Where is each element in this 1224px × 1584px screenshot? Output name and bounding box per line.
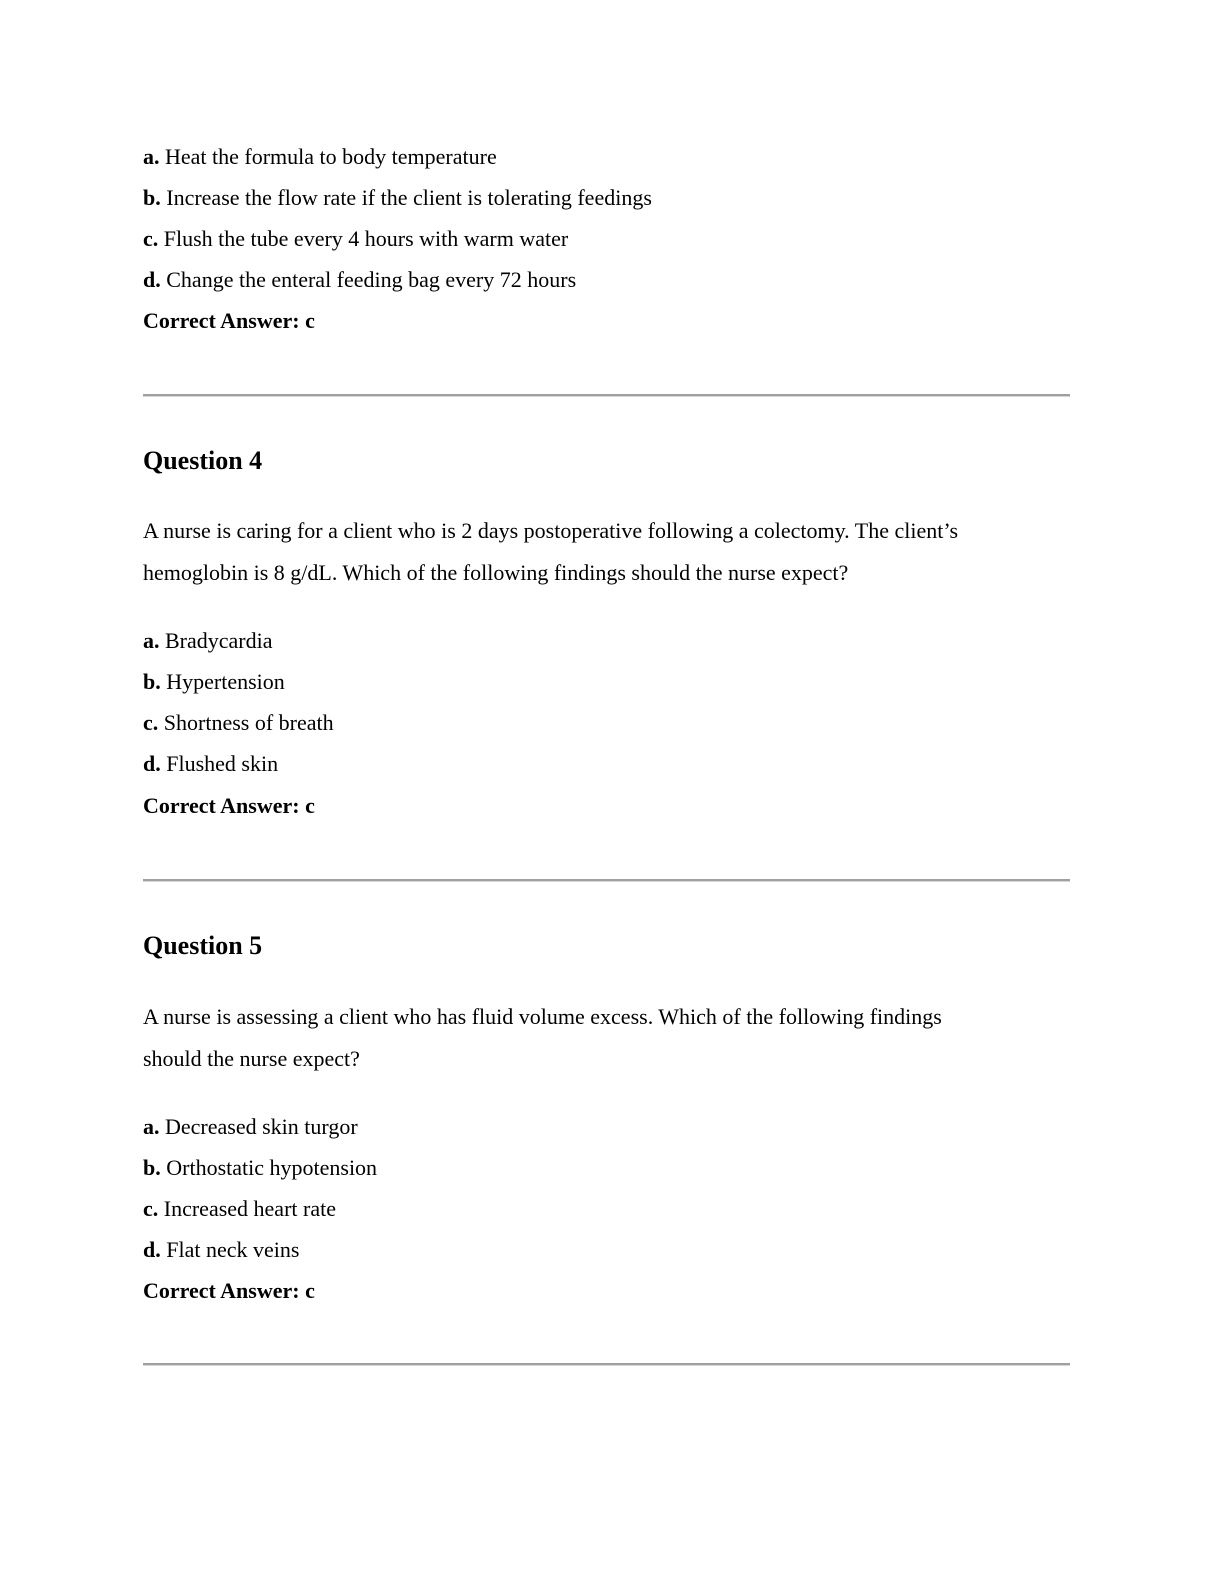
option-letter: a. — [143, 628, 160, 653]
question-5-title: Question 5 — [143, 931, 263, 960]
divider — [143, 1363, 1070, 1366]
option-letter: d. — [143, 751, 161, 776]
option-letter: b. — [143, 185, 161, 210]
option-letter: c. — [143, 1196, 159, 1221]
stem-line: A nurse is caring for a client who is 2 days postoperative following a colectomy. The client’s — [143, 518, 959, 543]
option-text: Flush the tube every 4 hours with warm water — [163, 226, 569, 251]
option-text: Orthostatic hypotension — [166, 1155, 378, 1180]
question-4-stem — [143, 510, 1043, 594]
option-text: Increased heart rate — [163, 1196, 336, 1221]
option-letter: c. — [143, 710, 159, 735]
q3-option-b — [143, 185, 652, 211]
question-5-stem — [143, 996, 1043, 1080]
option-text: Shortness of breath — [163, 710, 334, 735]
option-text: Flat neck veins — [166, 1237, 300, 1262]
option-text: Change the enteral feeding bag every 72 hours — [166, 267, 577, 292]
q4-option-c — [143, 710, 334, 736]
q3-correct-answer: Correct Answer: c — [143, 308, 315, 333]
option-text: Increase the flow rate if the client is tolerating feedings — [166, 185, 652, 210]
stem-line: hemoglobin is 8 g/dL. Which of the following findings should the nurse expect? — [143, 560, 849, 585]
q5-option-b — [143, 1155, 377, 1181]
option-letter: a. — [143, 144, 160, 169]
option-letter: d. — [143, 267, 161, 292]
option-text: Hypertension — [166, 669, 285, 694]
option-letter: a. — [143, 1114, 160, 1139]
q4-option-a — [143, 628, 273, 654]
divider — [143, 394, 1070, 397]
q5-option-d — [143, 1237, 299, 1263]
option-text: Heat the formula to body temperature — [165, 144, 497, 169]
q5-correct-answer: Correct Answer: c — [143, 1278, 315, 1303]
q4-correct-answer: Correct Answer: c — [143, 793, 315, 818]
q5-option-c — [143, 1196, 336, 1222]
q4-option-d — [143, 751, 278, 777]
q5-option-a — [143, 1114, 358, 1140]
option-letter: c. — [143, 226, 159, 251]
q4-option-b — [143, 669, 285, 695]
stem-line: should the nurse expect? — [143, 1046, 360, 1071]
option-text: Flushed skin — [166, 751, 279, 776]
option-letter: b. — [143, 1155, 161, 1180]
option-text: Bradycardia — [165, 628, 273, 653]
q3-option-a — [143, 144, 497, 170]
question-4-title: Question 4 — [143, 446, 263, 475]
q3-option-c — [143, 226, 568, 252]
q3-option-d — [143, 267, 576, 293]
option-letter: b. — [143, 669, 161, 694]
divider — [143, 879, 1070, 882]
option-text: Decreased skin turgor — [165, 1114, 358, 1139]
option-letter: d. — [143, 1237, 161, 1262]
stem-line: A nurse is assessing a client who has fluid volume excess. Which of the following findings — [143, 1004, 942, 1029]
